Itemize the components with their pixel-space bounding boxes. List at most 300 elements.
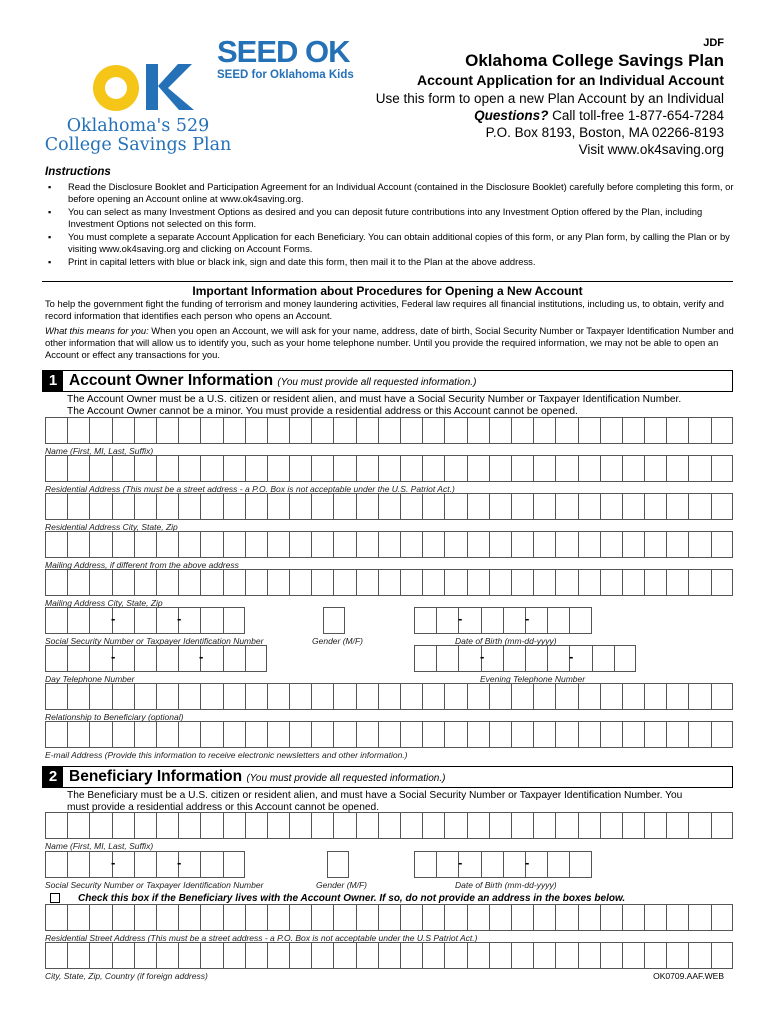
character-box[interactable] xyxy=(533,531,555,558)
character-box[interactable] xyxy=(489,721,511,748)
character-box[interactable] xyxy=(200,683,222,710)
character-box[interactable] xyxy=(311,417,333,444)
character-box[interactable] xyxy=(333,904,355,931)
character-box[interactable] xyxy=(45,645,67,672)
character-box[interactable] xyxy=(622,417,644,444)
character-box[interactable] xyxy=(467,569,489,596)
character-box[interactable] xyxy=(89,721,111,748)
owner-mail-city-field[interactable] xyxy=(45,569,733,596)
character-box[interactable] xyxy=(378,569,400,596)
character-box[interactable] xyxy=(688,417,710,444)
character-box[interactable] xyxy=(436,851,458,878)
character-box[interactable] xyxy=(45,531,67,558)
character-box[interactable] xyxy=(422,493,444,520)
character-box[interactable] xyxy=(289,569,311,596)
character-box[interactable] xyxy=(533,721,555,748)
character-box[interactable] xyxy=(533,942,555,969)
character-box[interactable] xyxy=(444,721,466,748)
character-box[interactable] xyxy=(600,683,622,710)
character-box[interactable] xyxy=(422,683,444,710)
character-box[interactable] xyxy=(178,812,200,839)
character-box[interactable] xyxy=(422,531,444,558)
character-box[interactable] xyxy=(333,683,355,710)
owner-day-phone-field[interactable] xyxy=(45,645,267,672)
character-box[interactable] xyxy=(200,455,222,482)
character-box[interactable] xyxy=(356,812,378,839)
character-box[interactable] xyxy=(414,851,436,878)
character-box[interactable] xyxy=(200,493,222,520)
character-box[interactable] xyxy=(422,455,444,482)
character-box[interactable] xyxy=(267,417,289,444)
character-box[interactable] xyxy=(134,904,156,931)
character-box[interactable] xyxy=(134,531,156,558)
character-box[interactable] xyxy=(200,812,222,839)
character-box[interactable] xyxy=(333,455,355,482)
character-box[interactable] xyxy=(356,455,378,482)
character-box[interactable] xyxy=(45,812,67,839)
character-box[interactable] xyxy=(245,904,267,931)
character-box[interactable] xyxy=(378,683,400,710)
character-box[interactable] xyxy=(422,904,444,931)
character-box[interactable] xyxy=(467,455,489,482)
character-box[interactable] xyxy=(245,531,267,558)
character-box[interactable] xyxy=(89,455,111,482)
character-box[interactable] xyxy=(666,683,688,710)
character-box[interactable] xyxy=(444,683,466,710)
character-box[interactable] xyxy=(67,645,89,672)
character-box[interactable] xyxy=(688,531,710,558)
character-box[interactable] xyxy=(89,607,111,634)
character-box[interactable] xyxy=(289,531,311,558)
character-box[interactable] xyxy=(289,942,311,969)
character-box[interactable] xyxy=(578,455,600,482)
character-box[interactable] xyxy=(356,904,378,931)
character-box[interactable] xyxy=(644,531,666,558)
character-box[interactable] xyxy=(436,607,458,634)
character-box[interactable] xyxy=(600,417,622,444)
character-box[interactable] xyxy=(223,812,245,839)
character-box[interactable] xyxy=(622,904,644,931)
character-box[interactable] xyxy=(644,683,666,710)
character-box[interactable] xyxy=(444,942,466,969)
character-box[interactable] xyxy=(666,721,688,748)
character-box[interactable] xyxy=(644,569,666,596)
character-box[interactable] xyxy=(156,721,178,748)
character-box[interactable] xyxy=(134,607,156,634)
character-box[interactable] xyxy=(555,904,577,931)
character-box[interactable] xyxy=(444,455,466,482)
character-box[interactable] xyxy=(223,531,245,558)
character-box[interactable] xyxy=(267,455,289,482)
character-box[interactable] xyxy=(311,812,333,839)
character-box[interactable] xyxy=(578,721,600,748)
character-box[interactable] xyxy=(45,683,67,710)
character-box[interactable] xyxy=(267,569,289,596)
character-box[interactable] xyxy=(378,942,400,969)
owner-mail-address-field[interactable] xyxy=(45,531,733,558)
character-box[interactable] xyxy=(333,493,355,520)
character-box[interactable] xyxy=(644,455,666,482)
character-box[interactable] xyxy=(644,493,666,520)
character-box[interactable] xyxy=(223,569,245,596)
character-box[interactable] xyxy=(511,569,533,596)
character-box[interactable] xyxy=(444,531,466,558)
character-box[interactable] xyxy=(134,645,156,672)
character-box[interactable] xyxy=(134,569,156,596)
character-box[interactable] xyxy=(644,721,666,748)
character-box[interactable] xyxy=(555,417,577,444)
character-box[interactable] xyxy=(323,607,345,634)
character-box[interactable] xyxy=(156,417,178,444)
character-box[interactable] xyxy=(688,569,710,596)
character-box[interactable] xyxy=(622,569,644,596)
character-box[interactable] xyxy=(444,569,466,596)
character-box[interactable] xyxy=(688,683,710,710)
character-box[interactable] xyxy=(666,812,688,839)
character-box[interactable] xyxy=(89,493,111,520)
character-box[interactable] xyxy=(45,904,67,931)
character-box[interactable] xyxy=(356,569,378,596)
character-box[interactable] xyxy=(134,417,156,444)
character-box[interactable] xyxy=(178,683,200,710)
character-box[interactable] xyxy=(555,812,577,839)
character-box[interactable] xyxy=(289,904,311,931)
character-box[interactable] xyxy=(89,942,111,969)
character-box[interactable] xyxy=(200,721,222,748)
character-box[interactable] xyxy=(489,417,511,444)
character-box[interactable] xyxy=(400,683,422,710)
character-box[interactable] xyxy=(156,493,178,520)
character-box[interactable] xyxy=(156,645,178,672)
owner-gender-field[interactable] xyxy=(323,607,345,634)
beneficiary-gender-field[interactable] xyxy=(327,851,349,878)
character-box[interactable] xyxy=(533,812,555,839)
character-box[interactable] xyxy=(245,645,267,672)
character-box[interactable] xyxy=(511,683,533,710)
character-box[interactable] xyxy=(112,904,134,931)
character-box[interactable] xyxy=(688,493,710,520)
character-box[interactable] xyxy=(511,904,533,931)
character-box[interactable] xyxy=(414,645,436,672)
character-box[interactable] xyxy=(400,493,422,520)
character-box[interactable] xyxy=(600,455,622,482)
beneficiary-city-field[interactable] xyxy=(45,942,733,969)
character-box[interactable] xyxy=(245,417,267,444)
character-box[interactable] xyxy=(578,904,600,931)
character-box[interactable] xyxy=(311,721,333,748)
character-box[interactable] xyxy=(267,683,289,710)
character-box[interactable] xyxy=(511,531,533,558)
character-box[interactable] xyxy=(555,569,577,596)
character-box[interactable] xyxy=(400,942,422,969)
character-box[interactable] xyxy=(644,942,666,969)
character-box[interactable] xyxy=(67,851,89,878)
character-box[interactable] xyxy=(178,851,200,878)
character-box[interactable] xyxy=(378,455,400,482)
character-box[interactable] xyxy=(200,645,222,672)
character-box[interactable] xyxy=(503,851,525,878)
character-box[interactable] xyxy=(600,904,622,931)
character-box[interactable] xyxy=(178,417,200,444)
character-box[interactable] xyxy=(622,493,644,520)
character-box[interactable] xyxy=(666,904,688,931)
character-box[interactable] xyxy=(134,721,156,748)
character-box[interactable] xyxy=(622,942,644,969)
character-box[interactable] xyxy=(711,721,733,748)
character-box[interactable] xyxy=(547,851,569,878)
character-box[interactable] xyxy=(156,683,178,710)
character-box[interactable] xyxy=(45,569,67,596)
character-box[interactable] xyxy=(311,683,333,710)
owner-dob-field[interactable] xyxy=(414,607,592,634)
character-box[interactable] xyxy=(444,812,466,839)
character-box[interactable] xyxy=(112,455,134,482)
character-box[interactable] xyxy=(688,904,710,931)
character-box[interactable] xyxy=(400,531,422,558)
character-box[interactable] xyxy=(467,942,489,969)
character-box[interactable] xyxy=(67,569,89,596)
character-box[interactable] xyxy=(644,904,666,931)
character-box[interactable] xyxy=(356,531,378,558)
character-box[interactable] xyxy=(489,531,511,558)
character-box[interactable] xyxy=(89,812,111,839)
character-box[interactable] xyxy=(503,607,525,634)
character-box[interactable] xyxy=(511,417,533,444)
character-box[interactable] xyxy=(67,904,89,931)
character-box[interactable] xyxy=(378,904,400,931)
character-box[interactable] xyxy=(666,417,688,444)
character-box[interactable] xyxy=(533,493,555,520)
character-box[interactable] xyxy=(156,812,178,839)
character-box[interactable] xyxy=(511,812,533,839)
character-box[interactable] xyxy=(112,721,134,748)
character-box[interactable] xyxy=(489,455,511,482)
character-box[interactable] xyxy=(711,904,733,931)
character-box[interactable] xyxy=(578,942,600,969)
character-box[interactable] xyxy=(67,942,89,969)
character-box[interactable] xyxy=(223,851,245,878)
character-box[interactable] xyxy=(223,417,245,444)
character-box[interactable] xyxy=(200,417,222,444)
character-box[interactable] xyxy=(223,904,245,931)
character-box[interactable] xyxy=(223,455,245,482)
character-box[interactable] xyxy=(378,721,400,748)
character-box[interactable] xyxy=(400,417,422,444)
character-box[interactable] xyxy=(67,417,89,444)
character-box[interactable] xyxy=(112,812,134,839)
character-box[interactable] xyxy=(45,493,67,520)
character-box[interactable] xyxy=(333,531,355,558)
character-box[interactable] xyxy=(134,942,156,969)
character-box[interactable] xyxy=(311,531,333,558)
character-box[interactable] xyxy=(467,531,489,558)
character-box[interactable] xyxy=(289,455,311,482)
character-box[interactable] xyxy=(400,455,422,482)
character-box[interactable] xyxy=(622,531,644,558)
character-box[interactable] xyxy=(289,812,311,839)
beneficiary-ssn-field[interactable] xyxy=(45,851,245,878)
character-box[interactable] xyxy=(578,683,600,710)
character-box[interactable] xyxy=(156,607,178,634)
character-box[interactable] xyxy=(600,531,622,558)
character-box[interactable] xyxy=(178,645,200,672)
character-box[interactable] xyxy=(378,812,400,839)
character-box[interactable] xyxy=(600,493,622,520)
character-box[interactable] xyxy=(156,531,178,558)
character-box[interactable] xyxy=(89,851,111,878)
character-box[interactable] xyxy=(311,455,333,482)
character-box[interactable] xyxy=(200,607,222,634)
character-box[interactable] xyxy=(592,645,614,672)
character-box[interactable] xyxy=(503,645,525,672)
character-box[interactable] xyxy=(289,493,311,520)
character-box[interactable] xyxy=(422,417,444,444)
character-box[interactable] xyxy=(267,493,289,520)
character-box[interactable] xyxy=(711,417,733,444)
character-box[interactable] xyxy=(378,531,400,558)
character-box[interactable] xyxy=(711,493,733,520)
owner-res-address-field[interactable] xyxy=(45,455,733,482)
character-box[interactable] xyxy=(245,569,267,596)
character-box[interactable] xyxy=(555,942,577,969)
character-box[interactable] xyxy=(178,455,200,482)
character-box[interactable] xyxy=(533,569,555,596)
character-box[interactable] xyxy=(666,569,688,596)
character-box[interactable] xyxy=(578,531,600,558)
character-box[interactable] xyxy=(156,942,178,969)
character-box[interactable] xyxy=(112,569,134,596)
character-box[interactable] xyxy=(156,569,178,596)
character-box[interactable] xyxy=(422,569,444,596)
character-box[interactable] xyxy=(489,569,511,596)
character-box[interactable] xyxy=(223,607,245,634)
character-box[interactable] xyxy=(245,683,267,710)
character-box[interactable] xyxy=(134,455,156,482)
character-box[interactable] xyxy=(67,812,89,839)
character-box[interactable] xyxy=(45,942,67,969)
character-box[interactable] xyxy=(245,942,267,969)
character-box[interactable] xyxy=(666,455,688,482)
owner-eve-phone-field[interactable] xyxy=(414,645,636,672)
character-box[interactable] xyxy=(511,455,533,482)
character-box[interactable] xyxy=(245,812,267,839)
character-box[interactable] xyxy=(333,569,355,596)
character-box[interactable] xyxy=(666,493,688,520)
character-box[interactable] xyxy=(134,683,156,710)
character-box[interactable] xyxy=(89,904,111,931)
character-box[interactable] xyxy=(666,531,688,558)
character-box[interactable] xyxy=(644,417,666,444)
character-box[interactable] xyxy=(622,721,644,748)
character-box[interactable] xyxy=(688,721,710,748)
character-box[interactable] xyxy=(45,851,67,878)
character-box[interactable] xyxy=(333,812,355,839)
character-box[interactable] xyxy=(666,942,688,969)
character-box[interactable] xyxy=(333,942,355,969)
character-box[interactable] xyxy=(356,683,378,710)
character-box[interactable] xyxy=(711,942,733,969)
character-box[interactable] xyxy=(711,569,733,596)
character-box[interactable] xyxy=(467,904,489,931)
character-box[interactable] xyxy=(489,683,511,710)
character-box[interactable] xyxy=(178,721,200,748)
character-box[interactable] xyxy=(444,417,466,444)
character-box[interactable] xyxy=(688,455,710,482)
character-box[interactable] xyxy=(547,645,569,672)
character-box[interactable] xyxy=(481,851,503,878)
beneficiary-street-field[interactable] xyxy=(45,904,733,931)
character-box[interactable] xyxy=(436,645,458,672)
character-box[interactable] xyxy=(414,607,436,634)
character-box[interactable] xyxy=(467,812,489,839)
character-box[interactable] xyxy=(267,904,289,931)
character-box[interactable] xyxy=(178,493,200,520)
character-box[interactable] xyxy=(711,683,733,710)
character-box[interactable] xyxy=(267,531,289,558)
character-box[interactable] xyxy=(200,531,222,558)
character-box[interactable] xyxy=(67,721,89,748)
character-box[interactable] xyxy=(400,569,422,596)
character-box[interactable] xyxy=(333,417,355,444)
character-box[interactable] xyxy=(467,493,489,520)
character-box[interactable] xyxy=(112,493,134,520)
character-box[interactable] xyxy=(688,942,710,969)
character-box[interactable] xyxy=(600,721,622,748)
character-box[interactable] xyxy=(156,904,178,931)
character-box[interactable] xyxy=(378,417,400,444)
character-box[interactable] xyxy=(511,942,533,969)
character-box[interactable] xyxy=(134,493,156,520)
character-box[interactable] xyxy=(578,812,600,839)
character-box[interactable] xyxy=(644,812,666,839)
character-box[interactable] xyxy=(400,721,422,748)
character-box[interactable] xyxy=(45,721,67,748)
character-box[interactable] xyxy=(555,531,577,558)
character-box[interactable] xyxy=(156,851,178,878)
character-box[interactable] xyxy=(311,942,333,969)
character-box[interactable] xyxy=(178,531,200,558)
character-box[interactable] xyxy=(112,417,134,444)
character-box[interactable] xyxy=(112,942,134,969)
character-box[interactable] xyxy=(600,569,622,596)
owner-email-field[interactable] xyxy=(45,721,733,748)
character-box[interactable] xyxy=(311,904,333,931)
character-box[interactable] xyxy=(156,455,178,482)
beneficiary-name-field[interactable] xyxy=(45,812,733,839)
character-box[interactable] xyxy=(112,531,134,558)
character-box[interactable] xyxy=(444,904,466,931)
character-box[interactable] xyxy=(89,645,111,672)
character-box[interactable] xyxy=(458,645,480,672)
character-box[interactable] xyxy=(223,683,245,710)
character-box[interactable] xyxy=(555,683,577,710)
character-box[interactable] xyxy=(569,851,591,878)
character-box[interactable] xyxy=(400,812,422,839)
character-box[interactable] xyxy=(223,645,245,672)
character-box[interactable] xyxy=(467,417,489,444)
character-box[interactable] xyxy=(578,569,600,596)
character-box[interactable] xyxy=(422,812,444,839)
character-box[interactable] xyxy=(400,904,422,931)
character-box[interactable] xyxy=(378,493,400,520)
character-box[interactable] xyxy=(600,812,622,839)
character-box[interactable] xyxy=(578,493,600,520)
character-box[interactable] xyxy=(45,417,67,444)
character-box[interactable] xyxy=(489,942,511,969)
character-box[interactable] xyxy=(569,607,591,634)
character-box[interactable] xyxy=(422,942,444,969)
character-box[interactable] xyxy=(67,607,89,634)
